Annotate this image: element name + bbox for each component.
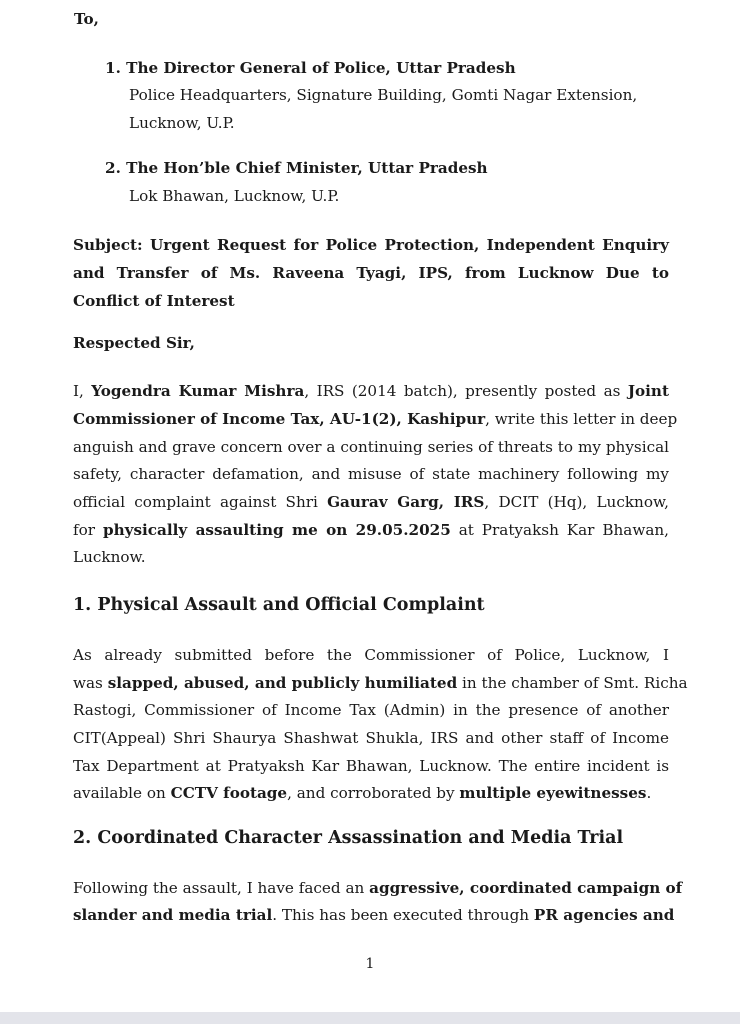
recipient-2-address-line-1: Lok Bhawan, Lucknow, U.P. (129, 187, 340, 205)
subject-line: Subject: Urgent Request for Police Protection, Independent Enquiry and Transfer of Ms. Raveena Tyagi, IPS, from Lucknow Due to Conflict of Interest (73, 236, 669, 310)
viewer-bottom-bar (0, 1012, 740, 1024)
text-run: Following the assault, I have faced an (73, 879, 370, 897)
text-run: at Pratyaksh Kar Bhawan, (450, 521, 670, 539)
recipient-1-address-line-1: Police Headquarters, Signature Building, Gomti Nagar Extension, (129, 86, 638, 104)
author-name: Yogendra Kumar Mishra (91, 382, 305, 400)
text-run: in the chamber of Smt. Richa (457, 674, 688, 692)
intro-line-3: anguish and grave concern over a continuing series of threats to my physical (73, 438, 669, 456)
text-run: available on (73, 784, 171, 802)
text-run: was (73, 674, 108, 692)
intro-line-5 (73, 492, 669, 512)
text-run: , DCIT (Hq), Lucknow, (484, 493, 669, 511)
intro-line-7: Lucknow. (73, 548, 146, 566)
text-run: . This has been executed through (272, 906, 534, 924)
emphasis-text: CCTV footage (170, 784, 288, 802)
intro-line-2 (73, 409, 678, 429)
text-run: , write this letter in deep (485, 410, 678, 428)
text-run: . (646, 784, 652, 802)
emphasis-text: aggressive, coordinated campaign of (369, 879, 683, 897)
text-run: for (73, 521, 103, 539)
page-number: 1 (365, 956, 375, 972)
recipient-2-title: 2. The Hon’ble Chief Minister, Uttar Pradesh (105, 159, 488, 177)
section-1-line-3: Rastogi, Commissioner of Income Tax (Admin) in the presence of another (73, 701, 669, 719)
salutation: Respected Sir, (73, 334, 195, 352)
section-1-line-2 (73, 673, 688, 693)
section-1-line-1: As already submitted before the Commissioner of Police, Lucknow, I (73, 646, 669, 664)
assault-date-text: physically assaulting me on 29.05.2025 (102, 521, 451, 539)
text-run: , and corroborated by (287, 784, 460, 802)
text-run: , IRS (2014 batch), presently posted as (304, 382, 628, 400)
author-post-continued: Commissioner of Income Tax, AU-1(2), Kashipur (73, 410, 486, 428)
emphasis-text: slander and media trial (73, 906, 273, 924)
intro-line-4: safety, character defamation, and misuse of state machinery following my (73, 465, 669, 483)
emphasis-text: multiple eyewitnesses (459, 784, 647, 802)
intro-line-1 (73, 381, 669, 401)
text-run: I, (73, 382, 92, 400)
emphasis-text: PR agencies and (533, 906, 675, 924)
section-2-line-1 (73, 878, 683, 898)
author-post: Joint (627, 382, 669, 400)
emphasis-text: slapped, abused, and publicly humiliated (107, 674, 458, 692)
section-1-line-4: CIT(Appeal) Shri Shaurya Shashwat Shukla, IRS and other staff of Income (73, 729, 669, 747)
section-1-line-6 (73, 783, 669, 803)
section-1-heading: 1. Physical Assault and Official Complaint (73, 595, 485, 615)
accused-name: Gaurav Garg, IRS (327, 493, 485, 511)
section-2-line-2 (73, 905, 675, 925)
recipient-1-address-line-2: Lucknow, U.P. (129, 114, 235, 132)
text-run: official complaint against Shri (73, 493, 328, 511)
intro-line-6 (73, 520, 669, 540)
section-1-line-5: Tax Department at Pratyaksh Kar Bhawan, Lucknow. The entire incident is (73, 757, 669, 775)
to-label: To, (74, 10, 99, 28)
recipient-1-title: 1. The Director General of Police, Uttar Pradesh (105, 59, 516, 77)
section-2-heading: 2. Coordinated Character Assassination and Media Trial (73, 828, 624, 848)
